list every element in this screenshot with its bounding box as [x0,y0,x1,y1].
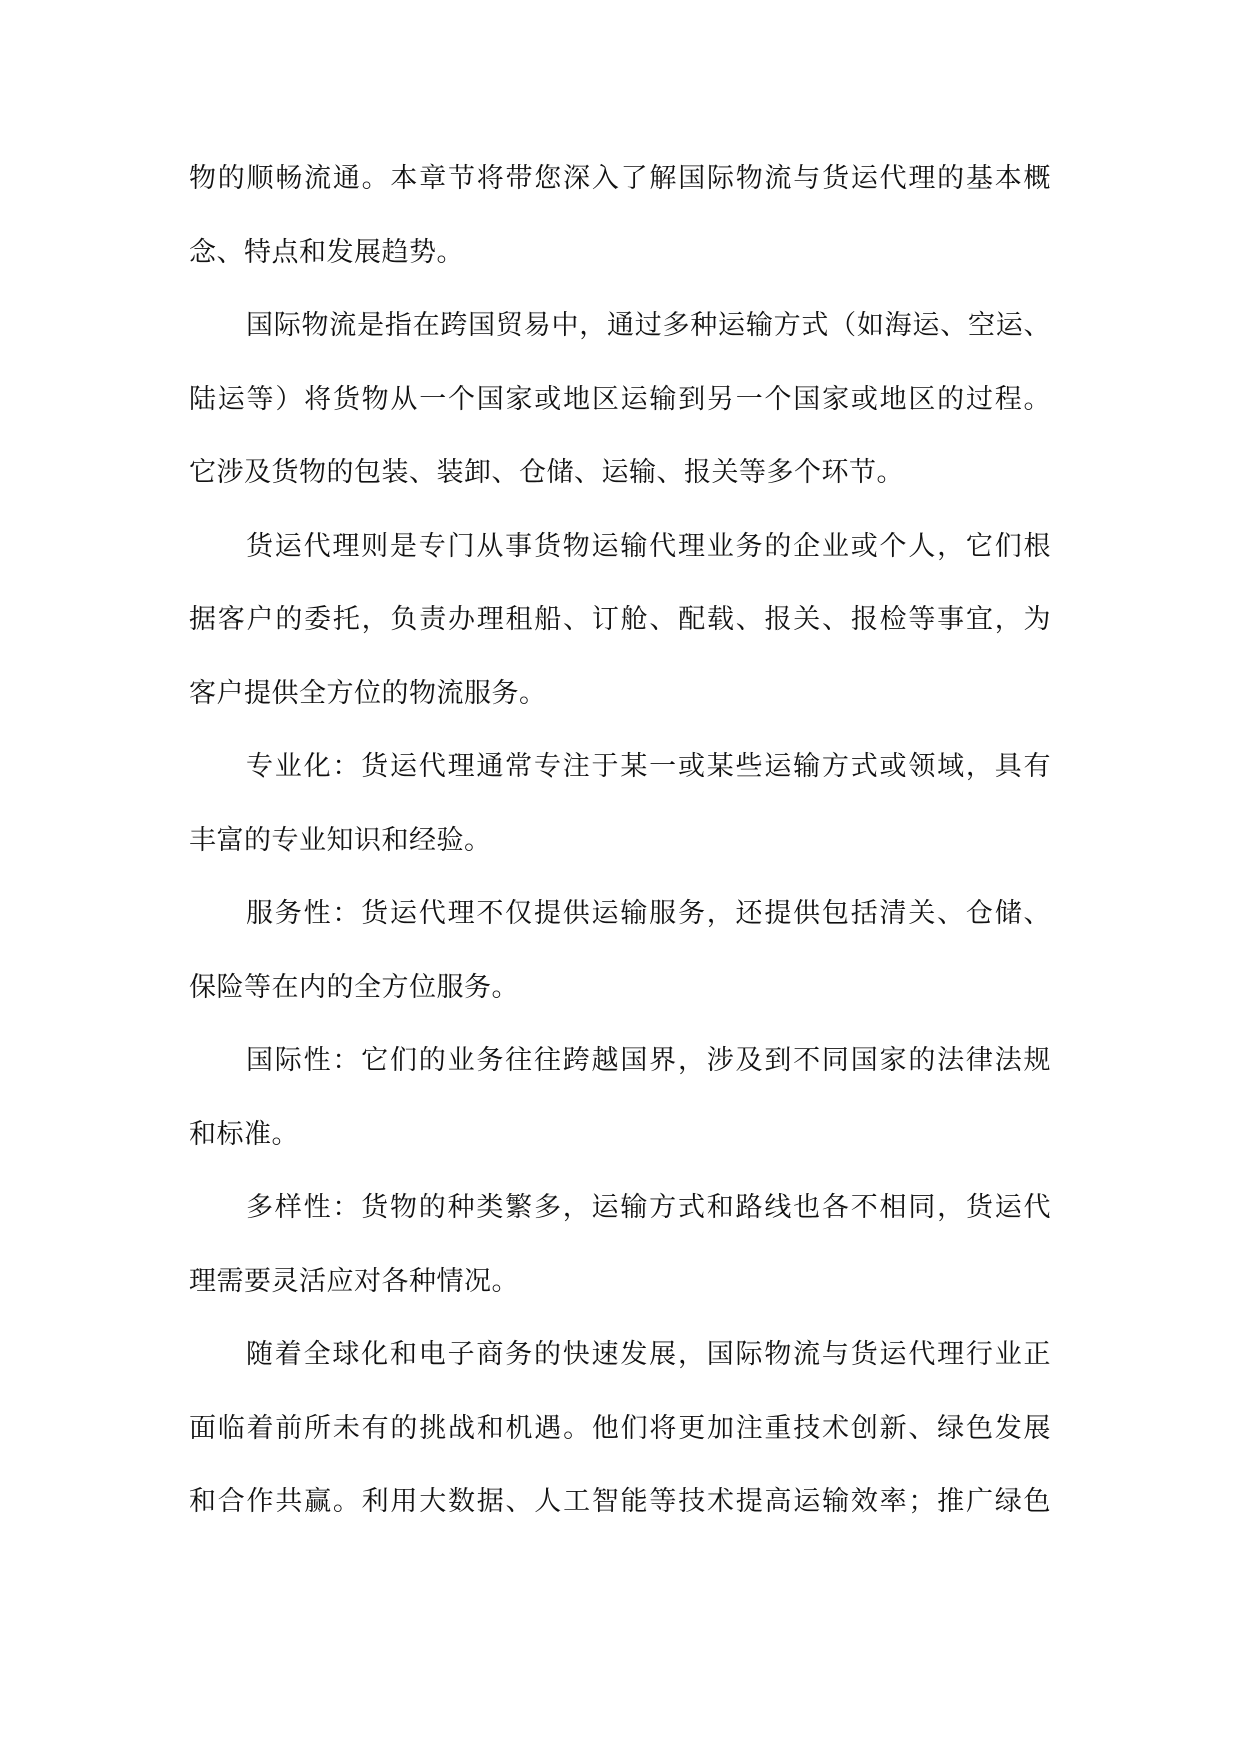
text-line: 物的顺畅流通。本章节将带您深入了解国际物流与货运代理的基本概 [189,163,1051,194]
document-body [189,142,1051,1539]
text-line: 和标准。 [189,1118,299,1150]
paragraph-start-line: 国际物流是指在跨国贸易中，通过多种运输方式（如海运、空运、 [246,310,1051,341]
text-line: 念、特点和发展趋势。 [189,236,464,268]
paragraph-start-line: 专业化：货运代理通常专注于某一或某些运输方式或领域，具有 [246,751,1051,782]
text-line: 和合作共赢。利用大数据、人工智能等技术提高运输效率；推广绿色 [189,1486,1051,1517]
text-line: 客户提供全方位的物流服务。 [189,677,547,709]
text-line: 理需要灵活应对各种情况。 [189,1265,519,1297]
text-line: 面临着前所未有的挑战和机遇。他们将更加注重技术创新、绿色发展 [189,1412,1051,1444]
paragraph-start-line: 服务性：货运代理不仅提供运输服务，还提供包括清关、仓储、 [246,898,1051,929]
text-line: 它涉及货物的包装、装卸、仓储、运输、报关等多个环节。 [189,457,904,488]
text-line: 保险等在内的全方位服务。 [189,971,519,1003]
paragraph-start-line: 国际性：它们的业务往往跨越国界，涉及到不同国家的法律法规 [246,1045,1051,1076]
paragraph-start-line: 货运代理则是专门从事货物运输代理业务的企业或个人，它们根 [246,530,1051,562]
text-line: 据客户的委托，负责办理租船、订舱、配载、报关、报检等事宜，为 [189,604,1051,635]
paragraph-start-line: 随着全球化和电子商务的快速发展，国际物流与货运代理行业正 [246,1339,1051,1370]
paragraph-start-line: 多样性：货物的种类繁多，运输方式和路线也各不相同，货运代 [246,1192,1051,1223]
text-line: 陆运等）将货物从一个国家或地区运输到另一个国家或地区的过程。 [189,383,1051,415]
text-line: 丰富的专业知识和经验。 [189,824,492,856]
